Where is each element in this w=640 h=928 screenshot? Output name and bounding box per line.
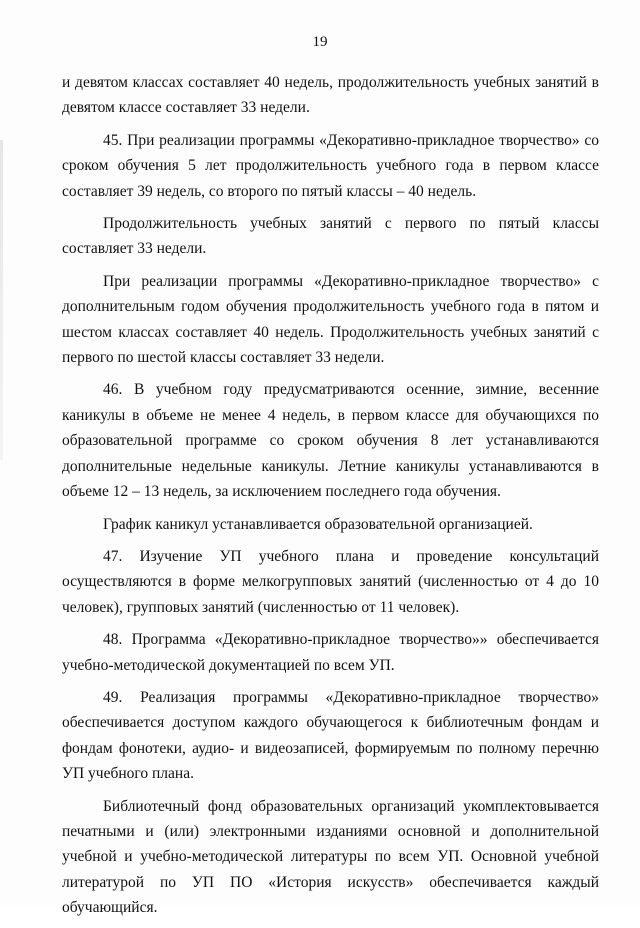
document-body — [62, 70, 599, 928]
paragraph-item-47: 47. Изучение УП учебного плана и проведение консультаций осуществляются в форме мелкогрупповых занятий (численностью от 4 до 10 человек), групповых занятий (численностью от 11 человек). — [62, 547, 599, 616]
paragraph-continuation: и девятом классах составляет 40 недель, продолжительность учебных занятий в девятом классе составляет 33 недели. — [62, 74, 599, 117]
paragraph-additional-year: При реализации программы «Декоративно-прикладное творчество» с дополнительным годом обучения продолжительность учебного года в пятом и шестом классах составляет 40 недель. Продолжительность учебных занятий с первого по шестой классы составляет 33 недели. — [62, 272, 599, 367]
paragraph-item-45: 45. При реализации программы «Декоративно-прикладное творчество» со сроком обучения 5 лет продолжительность учебного года в первом классе составляет 39 недель, со второго по пятый классы – 40 недель. — [62, 131, 599, 200]
scan-edge-shadow — [0, 140, 3, 460]
paragraph-item-49: 49. Реализация программы «Декоративно-прикладное творчество» обеспечивается доступом каждого обучающегося к библиотечным фондам и фондам фонотеки, аудио- и видеозаписей, формируемым по полному перечню УП учебного плана. — [62, 688, 599, 783]
paragraph-study-duration: Продолжительность учебных занятий с первого по пятый классы составляет 33 недели. — [62, 215, 599, 258]
paragraph-item-48: 48. Программа «Декоративно-прикладное творчество»» обеспечивается учебно-методической документацией по всем УП. — [62, 631, 599, 674]
paragraph-library-fund: Библиотечный фонд образовательных организаций укомплектовывается печатными и (или) электронными изданиями основной и дополнительной учебной и учебно-методической литературы по всем УП. Основной учебной литературой по УП ПО «История искусств» обеспечивается каждый обучающийся. — [62, 797, 599, 917]
paragraph-holiday-schedule: График каникул устанавливается образовательной организацией. — [103, 515, 533, 533]
page-number: 19 — [312, 34, 328, 50]
paragraph-item-46: 46. В учебном году предусматриваются осенние, зимние, весенние каникулы в объеме не менее 4 недель, в первом классе для обучающихся по образовательной программе со сроком обучения 8 лет устанавливаются дополнительные недельные каникулы. Летние каникулы устанавливаются в объеме 12 – 13 недель, за исключением последнего года обучения. — [62, 381, 599, 501]
